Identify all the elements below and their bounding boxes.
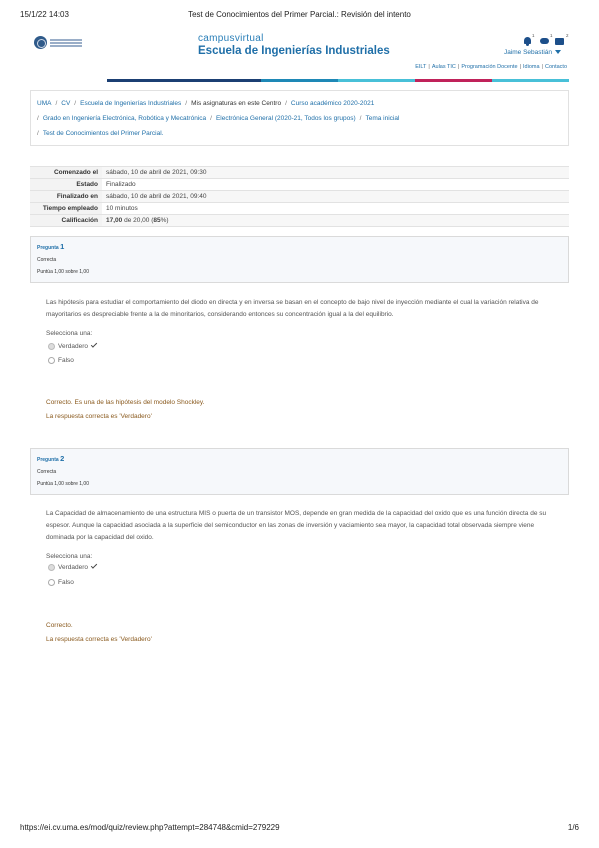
- crumb-uma[interactable]: UMA: [37, 100, 52, 107]
- started-value: sábado, 10 de abril de 2021, 09:30: [102, 167, 569, 179]
- checkmark-icon: [91, 341, 97, 347]
- campus-title: campusvirtual: [198, 33, 264, 44]
- radio-checked-icon[interactable]: [48, 564, 55, 571]
- grade-score: 17,00: [106, 216, 123, 224]
- grade-percent: 85: [153, 216, 161, 224]
- color-segment: [30, 79, 107, 82]
- messages-badge: 1: [550, 33, 553, 38]
- table-row: [30, 191, 569, 203]
- question-number: Pregunta 2: [37, 454, 65, 463]
- color-segment: [184, 79, 261, 82]
- radio-icon[interactable]: [48, 579, 55, 586]
- bell-icon[interactable]: [523, 33, 535, 46]
- started-label: Comenzado el: [30, 167, 102, 179]
- mail-icon[interactable]: [555, 33, 569, 46]
- crumb-cv[interactable]: CV: [61, 100, 71, 107]
- grade-value: 17,00 de 20,00 (85%): [102, 215, 569, 227]
- question-text-1: Las hipótesis para estudiar el comportamiento del diodo en directa y en inversa se basan en el concepto de bajo nivel de inyección mediante el cual la variación relativa de mayoritarios es despreciable frente a la de minoritarios, considerando entonces su concentración igual a la del equilibrio.: [46, 299, 539, 318]
- crumb-school[interactable]: Escuela de Ingenierías Industriales: [80, 100, 182, 107]
- option-false-2[interactable]: Falso: [48, 578, 74, 588]
- table-row: [30, 179, 569, 191]
- color-segment: [492, 79, 569, 82]
- link-idioma[interactable]: Idioma: [523, 64, 540, 70]
- uma-seal-icon: [34, 36, 47, 49]
- question-score: Puntúa 1,00 sobre 1,00: [37, 481, 89, 487]
- crumb-quiz[interactable]: Test de Conocimientos del Primer Parcial.: [42, 130, 164, 137]
- color-segment: [415, 79, 492, 82]
- question-score: Puntúa 1,00 sobre 1,00: [37, 269, 89, 275]
- color-segment: [261, 79, 338, 82]
- question-info-2: [30, 448, 569, 495]
- user-icons: [483, 33, 569, 49]
- link-aulas-tic[interactable]: Aulas TIC: [431, 64, 456, 70]
- answer-prompt-1: Selecciona una:: [46, 330, 93, 337]
- chat-icon[interactable]: [540, 33, 553, 46]
- option-true-2[interactable]: Verdadero: [48, 563, 97, 573]
- print-footer: [20, 823, 579, 835]
- finished-label: Finalizado en: [30, 191, 102, 203]
- feedback-1: Correcto. Es una de las hipótesis del modelo Shockley.: [46, 399, 205, 406]
- state-label: Estado: [30, 179, 102, 191]
- feedback-2: Correcto.: [46, 622, 73, 629]
- table-row: [30, 203, 569, 215]
- print-datetime: 15/1/22 14:03: [20, 10, 69, 19]
- time-label: Tiempo empleado: [30, 203, 102, 215]
- option-true-1[interactable]: Verdadero: [48, 342, 97, 352]
- chevron-down-icon: [555, 50, 561, 54]
- time-value: 10 minutos: [102, 203, 569, 215]
- radio-checked-icon[interactable]: [48, 343, 55, 350]
- link-contacto[interactable]: Contacto: [544, 64, 567, 70]
- question-status: Correcta: [37, 257, 57, 263]
- question-text-2: La Capacidad de almacenamiento de una estructura MIS o puerta de un transistor MOS, depende en gran medida de la capacidad del oxido que es una función directa de su espesor. Aunque la capacidad asociada a la superficie del semiconductor en las zonas de inversión y vaciamiento sea mayor, la capacidad total observada siempre viene dominada por la capacidad del oxido.: [46, 510, 547, 541]
- link-programacion[interactable]: Programación Docente: [461, 64, 518, 70]
- print-title: Test de Conocimientos del Primer Parcial.: Revisión del intento: [188, 10, 411, 19]
- breadcrumb: UMA / CV / Escuela de Ingenierías Industriales / Mis asignaturas en este Centro / Curso académico 2020-2021 / Grado en Ingeniería Electrónica, Robótica y Mecatrónica / Electrónica General (2020-21, Todos los grupos) / Tema inicial / Test de Conocimientos del Primer Parcial.: [30, 90, 569, 146]
- crumb-course[interactable]: Electrónica General (2020-21, Todos los grupos): [215, 115, 356, 122]
- print-url: https://ei.cv.uma.es/mod/quiz/review.php?attempt=284748&cmid=279229: [20, 823, 280, 832]
- state-value: Finalizado: [102, 179, 569, 191]
- right-answer-2: La respuesta correcta es 'Verdadero': [46, 636, 152, 643]
- color-bar: [30, 79, 569, 82]
- finished-value: sábado, 10 de abril de 2021, 09:40: [102, 191, 569, 203]
- color-segment: [107, 79, 184, 82]
- color-segment: [338, 79, 415, 82]
- checkmark-icon: [91, 562, 97, 568]
- crumb-degree[interactable]: Grado en Ingeniería Electrónica, Robótica y Mecatrónica: [42, 115, 207, 122]
- user-menu[interactable]: [504, 49, 561, 56]
- option-false-1[interactable]: Falso: [48, 356, 74, 366]
- site-header: [30, 28, 569, 78]
- answer-prompt-2: Selecciona una:: [46, 553, 93, 560]
- notifications-badge: 1: [532, 33, 535, 38]
- top-links: EILT | Aulas TIC | Programación Docente | Idioma | Contacto: [415, 64, 567, 70]
- uma-logo[interactable]: [34, 36, 84, 50]
- mail-badge: 2: [566, 33, 569, 38]
- question-number: Pregunta 1: [37, 242, 65, 251]
- crumb-year[interactable]: Curso académico 2020-2021: [290, 100, 375, 107]
- crumb-topic[interactable]: Tema inicial: [365, 115, 400, 122]
- radio-icon[interactable]: [48, 357, 55, 364]
- school-title: Escuela de Ingenierías Industriales: [198, 45, 390, 57]
- site-brand[interactable]: [198, 33, 390, 57]
- print-header: [20, 10, 579, 22]
- right-answer-1: La respuesta correcta es 'Verdadero': [46, 413, 152, 420]
- crumb-my-subjects[interactable]: Mis asignaturas en este Centro: [191, 100, 282, 107]
- table-row: [30, 167, 569, 179]
- grade-label: Calificación: [30, 215, 102, 227]
- question-info-1: [30, 236, 569, 283]
- table-row: [30, 215, 569, 227]
- question-status: Correcta: [37, 469, 57, 475]
- link-eilt[interactable]: EILT: [415, 64, 427, 70]
- attempt-summary-table: [30, 166, 569, 227]
- print-page: 1/6: [567, 823, 579, 832]
- user-name: Jaime Sebastián: [503, 49, 552, 56]
